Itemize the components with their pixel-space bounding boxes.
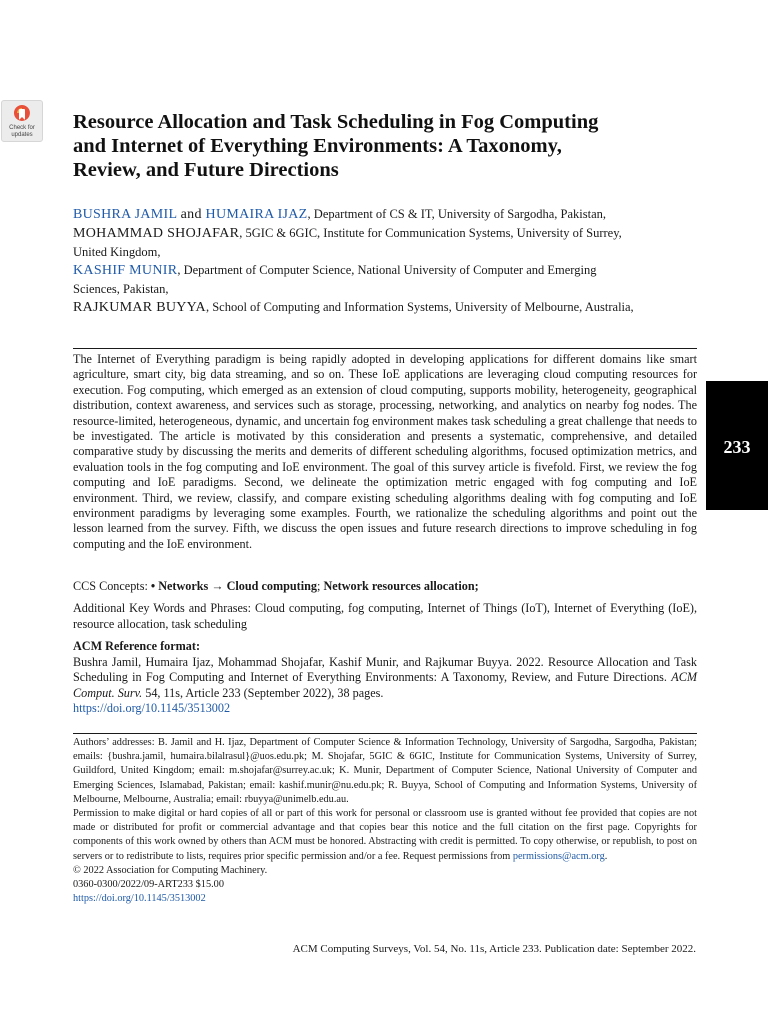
footnote bbox=[73, 736, 697, 906]
reference-details: 54, 11s, Article 233 (September 2022), 38 pages. bbox=[142, 685, 384, 700]
author-link-jamil[interactable]: BUSHRA JAMIL bbox=[73, 207, 177, 222]
affiliation-5: , School of Computing and Information Systems, University of Melbourne, Australia, bbox=[205, 300, 634, 314]
page-footer: ACM Computing Surveys, Vol. 54, No. 11s, Article 233. Publication date: September 2022. bbox=[292, 943, 696, 955]
reference-heading: ACM Reference format: bbox=[73, 639, 200, 653]
check-for-updates-badge[interactable] bbox=[1, 100, 43, 142]
permissions-email-link[interactable]: permissions@acm.org bbox=[512, 850, 605, 862]
author-line-6 bbox=[73, 298, 698, 317]
abstract: The Internet of Everything paradigm is being rapidly adopted in developing applications for different domains like smart agriculture, smart city, big data streaming, and so on. These IoE applications are leveraging cloud computing resources for execution. Fog computing, which emerged as an extension of cloud computing, supports mobility, heterogeneity, geographical distribution, context awareness, and services such as storage, processing, networking, and analytics on nearby fog nodes. The resource-limited, heterogeneous, dynamic, and uncertain fog environment makes task scheduling a great challenge that needs to be investigated. The article is motivated by this consideration and presents a systematic, comprehensive, and detailed comparative study by discussing the merits and demerits of different scheduling algorithms, focused optimization metrics, and evaluation tools in the fog computing and IoE environment. The goal of this survey article is fivefold. First, we review the fog computing and IoE paradigms. Second, we delineate the optimization metric engaged with fog computing and IoE environment. Third, we review, classify, and compare existing scheduling algorithms dealing with fog computing and IoE environment paradigms by leveraging some examples. Fourth, we rationalize the scheduling algorithms and point out the lesson learned from the survey. Fifth, we discuss the open issues and future research directions to improve scheduling in fog computing and the IoE environment. bbox=[73, 352, 697, 551]
issn-line: 0360-0300/2022/09-ART233 $15.00 bbox=[73, 879, 224, 891]
article-number-tab bbox=[706, 381, 768, 510]
permission-notice bbox=[73, 807, 697, 864]
affiliation-4a: , Department of Computer Science, National University of Computer and Emerging bbox=[177, 263, 597, 277]
ccs-separator: ; bbox=[317, 579, 324, 593]
permission-text: Permission to make digital or hard copies of all or part of this work for personal or classroom use is granted without fee provided that copies are not made or distributed for profit or commercial advantage and that copies bear this notice and the full citation on the first page. Copyrights for components of this work owned by others than ACM must be honored. Abstracting with credit is permitted. To copy otherwise, or republish, to post on servers or to redistribute to lists, requires prior specific permission and/or a fee. Request permissions from bbox=[73, 808, 697, 862]
author-link-munir[interactable]: KASHIF MUNIR bbox=[73, 263, 178, 278]
reference-journal: ACM Comput. Surv. bbox=[73, 670, 697, 700]
author-shojafar: MOHAMMAD SHOJAFAR bbox=[73, 226, 240, 241]
footnote-divider bbox=[73, 733, 697, 734]
title-line-3: Review, and Future Directions bbox=[73, 159, 339, 181]
ccs-concepts bbox=[73, 578, 697, 594]
permission-end: . bbox=[604, 850, 608, 862]
abstract-divider bbox=[73, 348, 697, 349]
title-line-1: Resource Allocation and Task Scheduling in Fog Computing bbox=[73, 111, 599, 133]
reference-text bbox=[73, 655, 697, 717]
ccs-concept-1: Networks → Cloud computing bbox=[158, 579, 317, 593]
author-line-5: Sciences, Pakistan, bbox=[73, 282, 169, 296]
affiliation-1: , Department of CS & IT, University of Sargodha, Pakistan, bbox=[307, 207, 606, 221]
author-conjunction: and bbox=[176, 207, 206, 222]
ccs-concept-2: Network resources allocation; bbox=[323, 579, 479, 593]
reference-doi-link[interactable]: https://doi.org/10.1145/3513002 bbox=[73, 701, 231, 716]
footnote-doi-link[interactable]: https://doi.org/10.1145/3513002 bbox=[73, 893, 206, 905]
authors-addresses: Authors’ addresses: B. Jamil and H. Ijaz, Department of Computer Science & Information Technology, University of Sargodha, Sargodha, Pakistan; emails: {bushra.jamil, humaira.bilalrasul}@uos.edu.pk; M. Shojafar, 5GIC & 6GIC, Institute for Communication Systems, University of Surrey, Guildford, United Kingdom; email: m.shojafar@surrey.ac.uk; K. Munir, Department of Computer Science, National University of Computer and Emerging Sciences, Islamabad, Pakistan; email: kashif.munir@nu.edu.pk; R. Buyya, School of Computing and Information Systems, University of Melbourne, Melbourne, Australia; email: rbuyya@unimelb.edu.au. bbox=[73, 737, 697, 805]
ccs-label: CCS Concepts: bbox=[73, 579, 151, 593]
author-line-2 bbox=[73, 224, 698, 243]
author-line-3: United Kingdom, bbox=[73, 245, 161, 259]
copyright-line: © 2022 Association for Computing Machinery. bbox=[73, 864, 268, 876]
author-link-ijaz[interactable]: HUMAIRA IJAZ bbox=[205, 207, 308, 222]
affiliation-3a: , 5GIC & 6GIC, Institute for Communication Systems, University of Surrey, bbox=[239, 226, 622, 240]
author-buyya: RAJKUMAR BUYYA bbox=[73, 300, 206, 315]
reference-citation: Bushra Jamil, Humaira Ijaz, Mohammad Shojafar, Kashif Munir, and Rajkumar Buyya. 2022. Resource Allocation and Task Scheduling in Fog Computing and Internet of Everything Environments: A Taxonomy, Review, and Future Directions. bbox=[73, 655, 697, 685]
badge-label-1: Check for bbox=[9, 125, 35, 131]
keywords: Additional Key Words and Phrases: Cloud computing, fog computing, Internet of Things (IoT), Internet of Everything (IoE), resource allocation, task scheduling bbox=[73, 601, 697, 631]
author-list bbox=[73, 205, 698, 317]
author-line-1 bbox=[73, 205, 698, 224]
title-line-2: and Internet of Everything Environments: A Taxonomy, bbox=[73, 135, 562, 157]
check-for-updates-icon bbox=[13, 104, 31, 124]
author-line-4 bbox=[73, 261, 698, 280]
article-number: 233 bbox=[723, 437, 751, 457]
ccs-bullet: • bbox=[150, 579, 159, 593]
badge-label-2: updates bbox=[11, 132, 33, 138]
paper-title bbox=[73, 110, 703, 182]
